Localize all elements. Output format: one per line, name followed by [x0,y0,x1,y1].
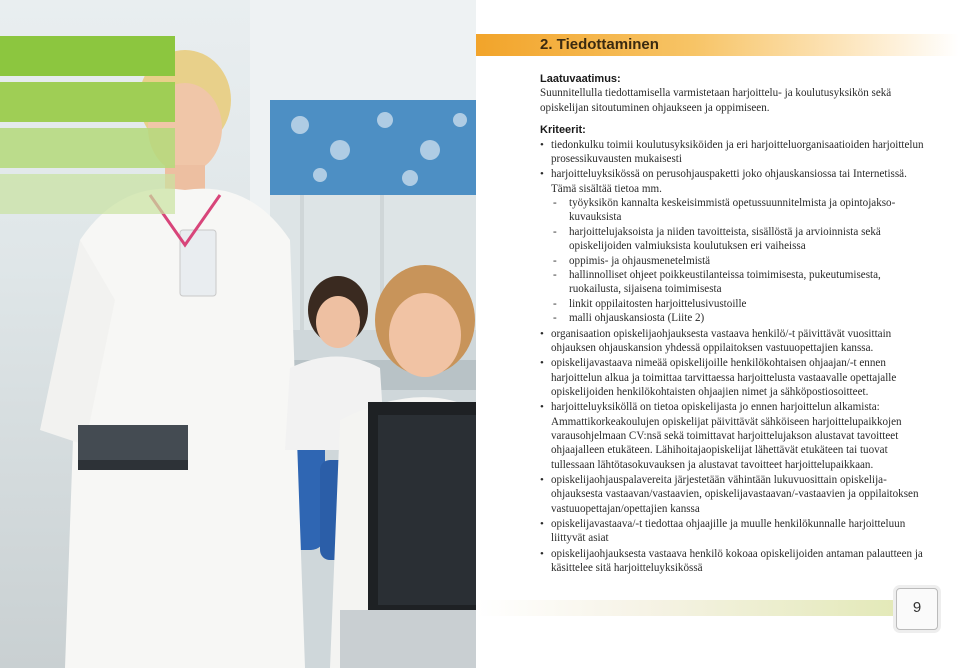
criteria-item: • opiskelijavastaava/-t tiedottaa ohjaajille ja muulle henkilökunnalle harjoitteluun liittyvät asiat [540,517,932,546]
nurses-photo [0,0,476,668]
criteria-subitem: - harjoittelujaksoista ja niiden tavoitteista, sisällöstä ja arvioinnista sekä opiskelijoiden valmiuksista koulutuksen eri vaiheissa [551,225,932,254]
quality-heading: Laatuvaatimus: [540,73,621,85]
page-number-box [896,588,938,630]
criteria-subitem: - oppimis- ja ohjausmenetelmistä [551,254,932,268]
criteria-subitem: - hallinnolliset ohjeet poikkeustilanteissa toimimisesta, pukeutumisesta, ruokailusta, sijaisena toimimisesta [551,268,932,297]
green-stripe [0,174,175,214]
criteria-heading: Kriteerit: [540,124,586,137]
criteria-subitem: - malli ohjauskansiosta (Liite 2) [551,311,932,325]
footer-bar [476,600,896,616]
content-column [540,72,932,576]
green-stripe [0,128,175,168]
section-title: 2. Tiedottaminen [540,36,659,53]
green-stripe [0,82,175,122]
criteria-item: • harjoitteluyksiköllä on tietoa opiskelijasta jo ennen harjoittelun alkamista: Ammattikorkeakoulujen opiskelijat päivittävät sähköiseen harjoittelupaikkojen varausohjelmaan CV:nsä sekä toimittavat harjoittelujakson alustavat tavoitteet ohjaajalleen etukäteen. Lähihoitajaopiskelijat lähettävät etukäteen tai tuovat tullessaan lähtötasokuvauksen ja alustavat tavoitteet harjoittelupaikkaan. [540,400,932,472]
green-stripe [0,36,175,76]
page-number: 9 [912,599,922,616]
criteria-item: • opiskelijavastaava nimeää opiskelijoille henkilökohtaisen ohjaajan/-t ennen harjoittelun alkua ja toimittaa tarvittaessa harjoittelusta vastaavalle opettajalle opiskelijoiden henkilökohtaisten ohjaajien nimet ja sähköpostiosoitteet. [540,356,932,399]
criteria-subitem: - työyksikön kannalta keskeisimmistä opetussuunnitelmista ja opintojakso-kuvauksista [551,196,932,225]
criteria-item: • opiskelijaohjauspalavereita järjestetään vähintään lukuvuosittain opiskelija-ohjauksesta vastaavan/vastaavien, opiskelijavastaavan/-vastaavien ja oppilaitoksen vastuuopettajan/opettajien kanssa [540,473,932,516]
criteria-subitem: - linkit oppilaitosten harjoittelusivustoille [551,297,932,311]
criteria-item: • opiskelijaohjauksesta vastaava henkilö kokoaa opiskelijoiden antaman palautteen ja käsittelee sitä harjoitteluyksikössä [540,547,932,576]
criteria-item [540,167,932,325]
criteria-item-text: harjoitteluyksikössä on perusohjauspaketti joko ohjauskansiossa tai Internetissä. Tämä sisältää tietoa mm. [551,168,907,195]
criteria-item: • tiedonkulku toimii koulutusyksiköiden ja eri harjoitteluorganisaatioiden harjoittelun prosessikuvausten mukaisesti [540,138,932,167]
quality-text: Suunnitellulla tiedottamisella varmistetaan harjoittelu- ja koulutusyksikön sekä opiskelijan sitoutuminen ohjaukseen ja oppimiseen. [540,87,892,114]
criteria-sublist [551,196,932,326]
criteria-item: • organisaation opiskelijaohjauksesta vastaava henkilö/-t päivittävät vuosittain ohjauksen ohjauskansion yhdessä oppilaitoksen vastuuopettajien kanssa. [540,327,932,356]
criteria-list [540,138,932,576]
